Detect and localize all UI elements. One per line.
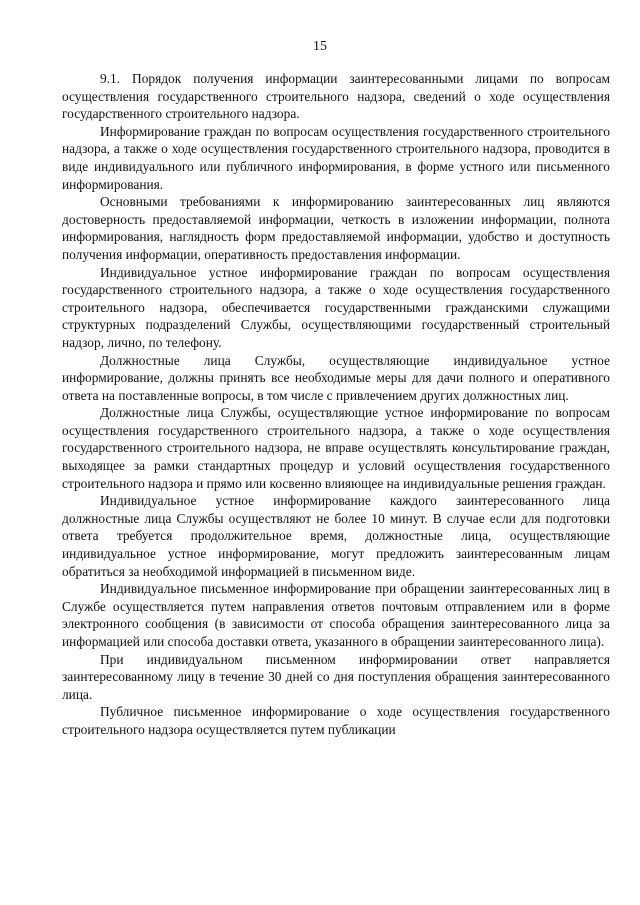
paragraph-9-1: 9.1. Порядок получения информации заинтересованными лицами по вопросам осуществления государственного строительного надзора, сведений о ходе осуществления государственного строительного надзора. — [62, 71, 610, 122]
paragraph: Индивидуальное устное информирование каждого заинтересованного лица должностные лица Службы осуществляют не более 10 минут. В случае если для подготовки ответа требуется продолжительное время, должностные лица, осуществляющие индивидуальное устное информирование, могут предложить заинтересованным лицам обратиться за необходимой информацией в письменном виде. — [62, 493, 610, 579]
paragraph-continued: Публичное письменное информирование о ходе осуществления государственного строительного надзора осуществляется путем публикации — [62, 704, 610, 737]
paragraph: Должностные лица Службы, осуществляющие индивидуальное устное информирование, должны принять все необходимые меры для дачи полного и оперативного ответа на поставленные вопросы, в том числе с привлечением других должностных лиц. — [62, 352, 610, 403]
paragraph: Должностные лица Службы, осуществляющие устное информирование по вопросам осуществления государственного строительного надзора, а также о ходе осуществления государственного строительного надзора, не вправе осуществлять консультирование граждан, выходящее за рамки стандартных процедур и условий осуществления государственного строительного надзора и прямо или косвенно влияющее на индивидуальные решения граждан. — [62, 405, 610, 491]
page-number: 15 — [313, 39, 327, 54]
paragraph: Индивидуальное устное информирование граждан по вопросам осуществления государственного строительного надзора, а также о ходе осуществления государственного строительного надзора, обеспечивается государственными гражданскими служащими структурных подразделений Службы, осуществляющими государственный строительный надзор, лично, по телефону. — [62, 264, 610, 350]
paragraph: При индивидуальном письменном информировании ответ направляется заинтересованному лицу в течение 30 дней со дня поступления обращения заинтересованного лица. — [62, 651, 610, 702]
paragraph: Информирование граждан по вопросам осуществления государственного строительного надзора, а также о ходе осуществления государственного строительного надзора, проводится в виде индивидуального или публичного информирования, в форме устного или письменного информирования. — [62, 123, 610, 192]
paragraph: Основными требованиями к информированию заинтересованных лиц являются достоверность предоставляемой информации, четкость в изложении информации, полнота информирования, наглядность форм предоставляемой информации, удобство и доступность получения информации, оперативность предоставления информации. — [62, 194, 610, 262]
document-body — [62, 70, 610, 739]
paragraph: Индивидуальное письменное информирование при обращении заинтересованных лиц в Службе осуществляется путем направления ответов почтовым отправлением или в форме электронного сообщения (в зависимости от способа обращения заинтересованного лица за информацией или способа доставки ответа, указанного в обращении заинтересованного лица). — [62, 581, 610, 649]
